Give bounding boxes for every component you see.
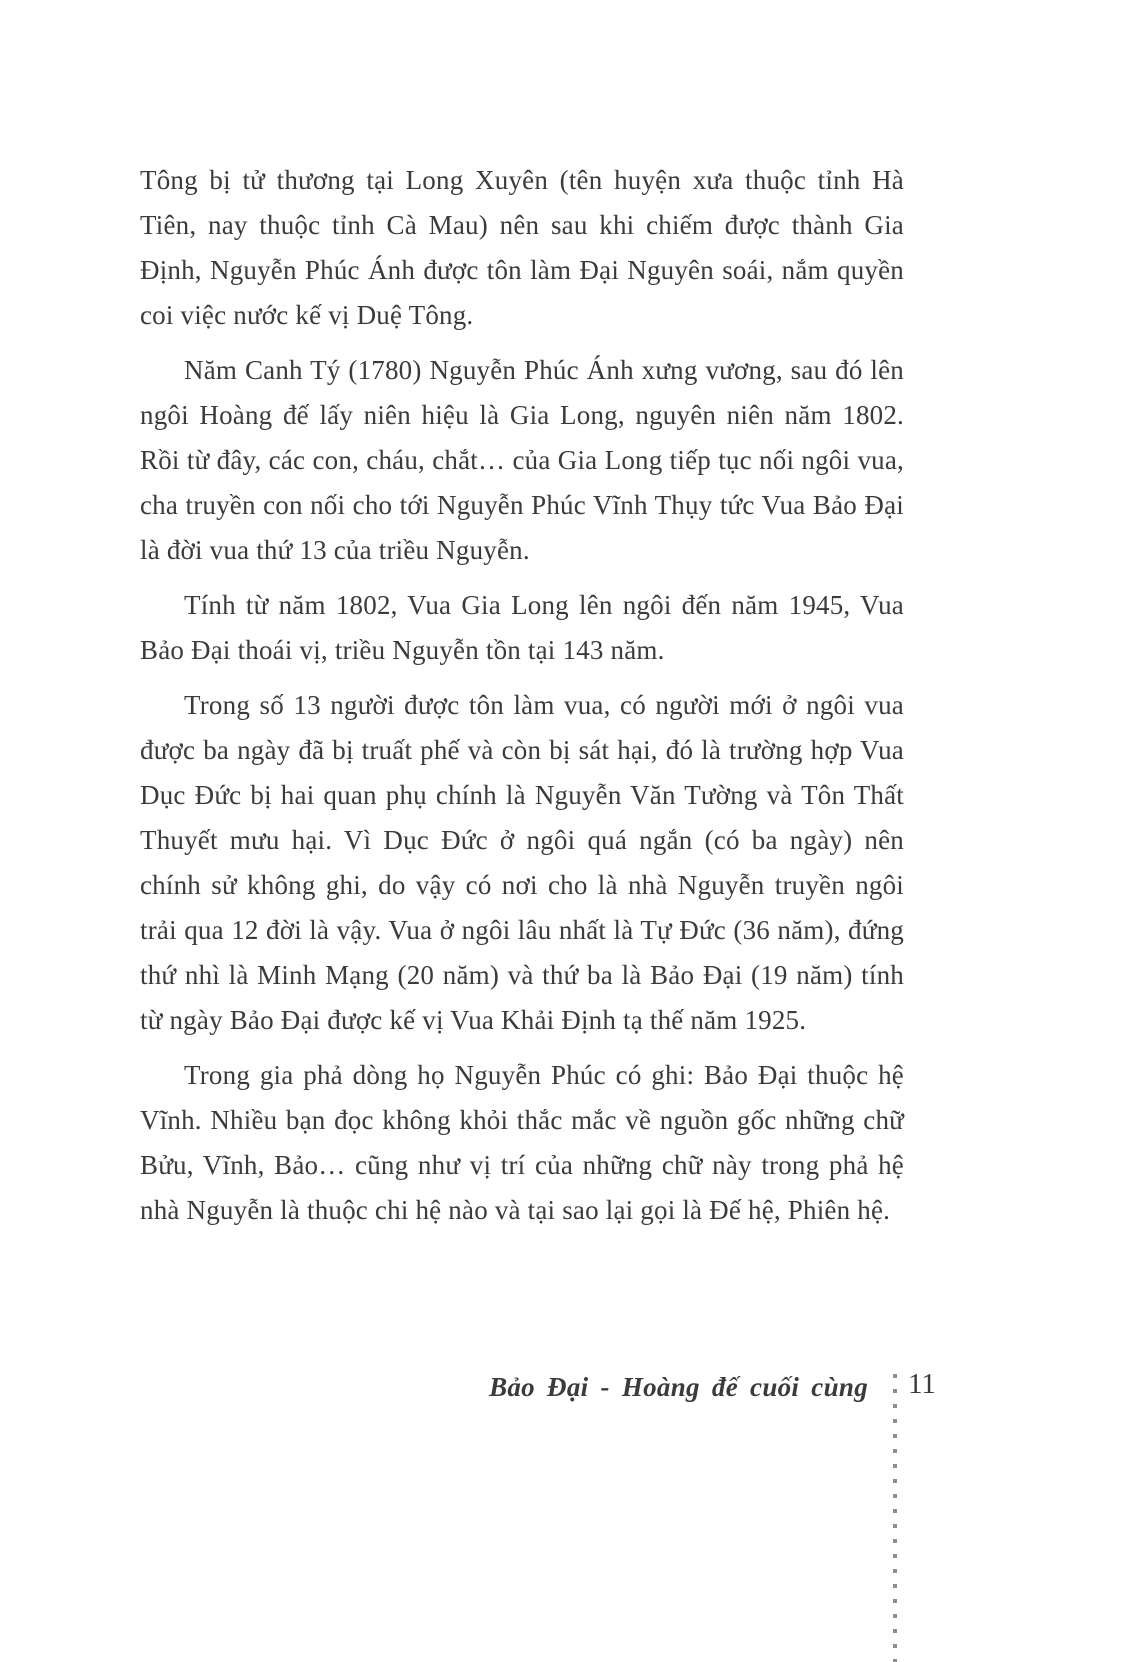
page-number: 11 [908, 1368, 936, 1400]
body-paragraph: Trong số 13 người được tôn làm vua, có người mới ở ngôi vua được ba ngày đã bị truất phế và còn bị sát hại, đó là trường hợp Vua Dục Đức bị hai quan phụ chính là Nguyễn Văn Tường và Tôn Thất Thuyết mưu hại. Vì Dục Đức ở ngôi quá ngắn (có ba ngày) nên chính sử không ghi, do vậy có nơi cho là nhà Nguyễn truyền ngôi trải qua 12 đời là vậy. Vua ở ngôi lâu nhất là Tự Đức (36 năm), đứng thứ nhì là Minh Mạng (20 năm) và thứ ba là Bảo Đại (19 năm) tính từ ngày Bảo Đại được kế vị Vua Khải Định tạ thế năm 1925. [140, 690, 904, 1035]
body-paragraph: Tính từ năm 1802, Vua Gia Long lên ngôi đến năm 1945, Vua Bảo Đại thoái vị, triều Nguyễn tồn tại 143 năm. [140, 590, 904, 665]
dotted-divider [893, 1374, 897, 1662]
body-text [140, 158, 904, 1243]
running-title: Bảo Đại - Hoàng đế cuối cùng [489, 1372, 868, 1402]
body-paragraph: Tông bị tử thương tại Long Xuyên (tên huyện xưa thuộc tỉnh Hà Tiên, nay thuộc tỉnh Cà Mau) nên sau khi chiếm được thành Gia Định, Nguyễn Phúc Ánh được tôn làm Đại Nguyên soái, nắm quyền coi việc nước kế vị Duệ Tông. [140, 165, 904, 330]
body-paragraph: Năm Canh Tý (1780) Nguyễn Phúc Ánh xưng vương, sau đó lên ngôi Hoàng đế lấy niên hiệu là Gia Long, nguyên niên năm 1802. Rồi từ đây, các con, cháu, chắt… của Gia Long tiếp tục nối ngôi vua, cha truyền con nối cho tới Nguyễn Phúc Vĩnh Thụy tức Vua Bảo Đại là đời vua thứ 13 của triều Nguyễn. [140, 355, 904, 565]
body-paragraph: Trong gia phả dòng họ Nguyễn Phúc có ghi: Bảo Đại thuộc hệ Vĩnh. Nhiều bạn đọc không khỏi thắc mắc về nguồn gốc những chữ Bửu, Vĩnh, Bảo… cũng như vị trí của những chữ này trong phả hệ nhà Nguyễn là thuộc chi hệ nào và tại sao lại gọi là Đế hệ, Phiên hệ. [140, 1060, 904, 1225]
